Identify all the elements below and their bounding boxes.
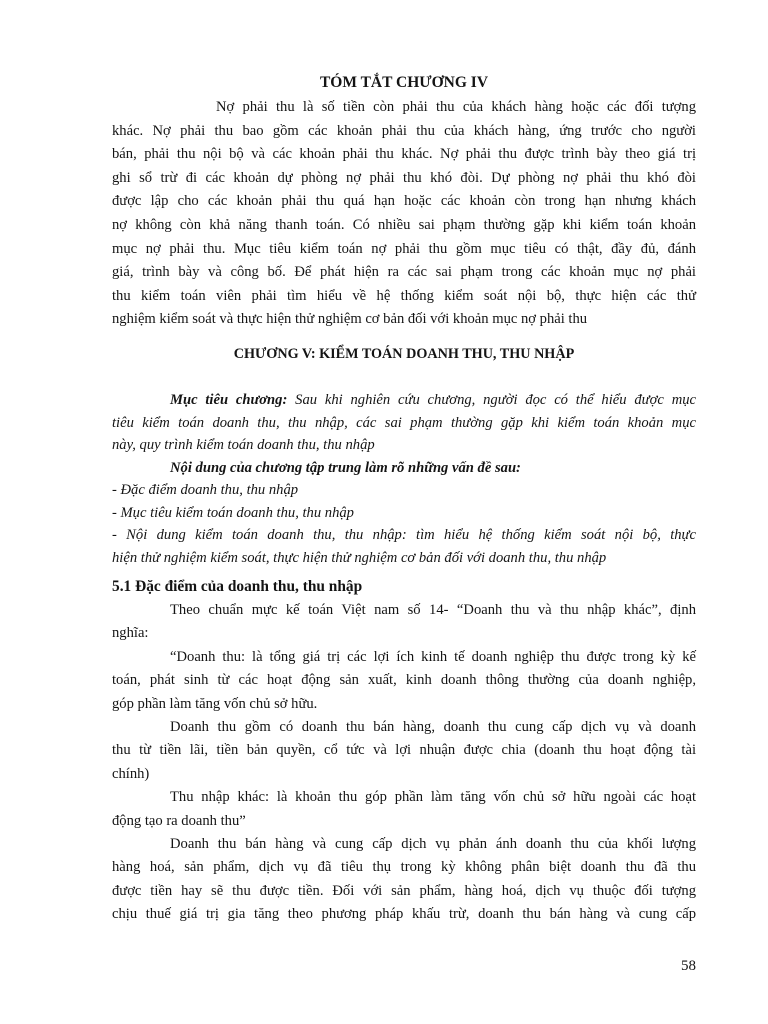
text-line: nợ không còn khả năng thanh toán. Có nhiều sai phạm thường gặp khi kiểm toán khoản [112, 216, 696, 233]
page-number: 58 [681, 958, 696, 974]
text-line: được lập cho các khoản phải thu quá hạn hoặc các khoản còn trong hạn nhưng khách [112, 193, 696, 210]
text-line: “Doanh thu: là tổng giá trị các lợi ích kinh tế doanh nghiệp thu được trong kỳ kế [170, 648, 696, 665]
chapter5-title: CHƯƠNG V: KIỂM TOÁN DOANH THU, THU NHẬP [233, 346, 575, 362]
text-line: Doanh thu gồm có doanh thu bán hàng, doanh thu cung cấp dịch vụ và doanh [170, 719, 696, 736]
objective-text: Sau khi nghiên cứu chương, người đọc có thể hiểu được mục [295, 392, 697, 408]
bullet-item: - Nội dung kiểm toán doanh thu, thu nhập: tìm hiểu hệ thống kiểm soát nội bộ, thực [112, 527, 696, 543]
text-line: được tiền hay sẽ thu được tiền. Đối với sản phẩm, hàng hoá, dịch vụ thuộc đối tượng [112, 882, 696, 899]
text-line: thu kiểm toán viên phải tìm hiểu về hệ thống kiểm soát nội bộ, thực hiện các thử [112, 287, 696, 304]
text-line: toán, phát sinh từ các hoạt động sản xuất, kinh doanh thông thường của doanh nghiệp, [112, 672, 696, 689]
text-line: Theo chuẩn mực kế toán Việt nam số 14- “Doanh thu và thu nhập khác”, định [170, 602, 696, 618]
text-line: mục nợ phải thu. Mục tiêu kiểm toán nợ phải thu gồm mục tiêu có thật, đầy đủ, đánh [112, 240, 696, 257]
text-line: Nợ phải thu là số tiền còn phải thu của khách hàng hoặc các đối tượng [216, 99, 696, 115]
text-line: bán, phải thu nội bộ và các khoản phải thu khác. Nợ phải thu được trình bày theo giá trị [112, 146, 696, 163]
text-line: khác. Nợ phải thu bao gồm các khoản phải thu của khách hàng, ứng trước cho người [112, 122, 696, 139]
text-line: ghi sổ trừ đi các khoản dự phòng nợ phải thu khó đòi. Dự phòng nợ phải thu khó đòi [112, 169, 696, 186]
text-line: thu từ tiền lãi, tiền bản quyền, cổ tức và lợi nhuận được chia (doanh thu hoạt động tài [112, 742, 696, 759]
bullet-item: hiện thử nghiệm kiểm soát, thực hiện thử nghiệm cơ bản đối với doanh thu, thu nhập [112, 549, 607, 566]
text-line: động tạo ra doanh thu” [112, 812, 246, 829]
content-heading: Nội dung của chương tập trung làm rõ những vấn đề sau: [170, 459, 521, 476]
text-line: chính) [112, 765, 150, 782]
bullet-item: - Mục tiêu kiểm toán doanh thu, thu nhập [112, 504, 354, 521]
bullet-item: - Đặc điểm doanh thu, thu nhập [112, 482, 299, 498]
text-line: chịu thuế giá trị gia tăng theo phương pháp khấu trừ, doanh thu bán hàng và cung cấp [112, 906, 696, 923]
chapter5-objective [112, 389, 696, 569]
text-line: Doanh thu bán hàng và cung cấp dịch vụ phản ánh doanh thu của khối lượng [170, 836, 696, 853]
text-line: Thu nhập khác: là khoản thu góp phần làm tăng vốn chủ sở hữu ngoài các hoạt [170, 789, 696, 806]
chapter4-summary-paragraph [112, 96, 696, 332]
section-5-1-body [112, 599, 696, 927]
text-line: góp phần làm tăng vốn chủ sở hữu. [112, 695, 318, 712]
text-line: tiêu kiểm toán doanh thu, thu nhập, các sai phạm thường gặp khi kiểm toán khoản mục [112, 414, 696, 431]
chapter4-summary-title: TÓM TẮT CHƯƠNG IV [319, 74, 489, 91]
text-line: nghiệm kiểm soát và thực hiện thử nghiệm cơ bản đối với khoản mục nợ phải thu [112, 311, 588, 328]
text-line: hàng hoá, sản phẩm, dịch vụ đã tiêu thụ trong kỳ không phân biệt doanh thu đã thu [112, 859, 696, 876]
text-line [112, 389, 696, 412]
text-line: nghĩa: [112, 625, 149, 642]
text-line: giá, trình bày và công bố. Để phát hiện ra các sai phạm trong các khoản mục nợ phải [112, 264, 696, 281]
section-heading: 5.1 Đặc điểm của doanh thu, thu nhập [112, 578, 363, 595]
text-line: này, quy trình kiểm toán doanh thu, thu nhập [112, 437, 375, 453]
objective-label: Mục tiêu chương: [170, 392, 288, 408]
